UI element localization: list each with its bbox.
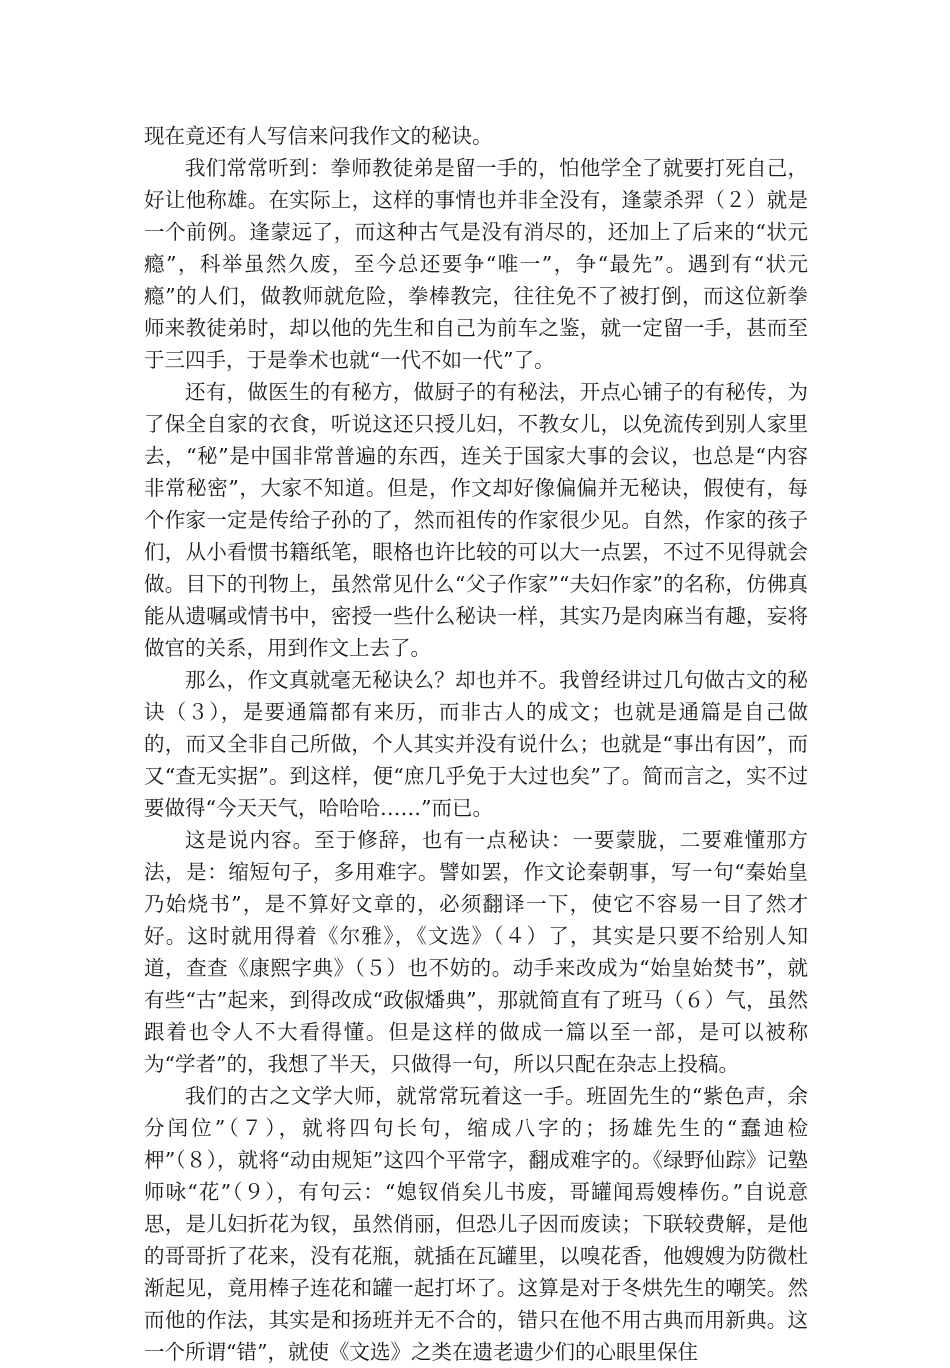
document-body: [144, 120, 808, 1368]
paragraph-continuation: 现在竟还有人写信来问我作文的秘诀。: [144, 124, 493, 148]
paragraph: 我们常常听到：拳师教徒弟是留一手的，怕他学全了就要打死自己，好让他称雄。在实际上，这样的事情也并非全没有，逢蒙杀羿（２）就是一个前例。逢蒙远了，而这种古气是没有消尽的，还加上了后来的“状元瘾”，科举虽然久废，至今总还要争“唯一”，争“最先”。遇到有“状元瘾”的人们，做教师就危险，拳棒教完，往往免不了被打倒，而这位新拳师来教徒弟时，却以他的先生和自己为前车之鉴，就一定留一手，甚而至于三四手，于是拳术也就“一代不如一代”了。: [144, 156, 808, 372]
paragraph: 我们的古之文学大师，就常常玩着这一手。班固先生的“紫色声，余分闰位”（７），就将四句长句，缩成八字的；扬雄先生的“蠢迪检柙”（８），就将“动由规矩”这四个平常字，翻成难字的。《绿野仙踪》记塾师咏“花”（９），有句云：“媳钗俏矣儿书废，哥罐闻焉嫂棒伤。”自说意思，是儿妇折花为钗，虽然俏丽，但恐儿子因而废读；下联较费解，是他的哥哥折了花来，没有花瓶，就插在瓦罐里，以嗅花香，他嫂嫂为防微杜渐起见，竟用棒子连花和罐一起打坏了。这算是对于冬烘先生的嘲笑。然而他的作法，其实是和扬班并无不合的，错只在他不用古典而用新典。这一个所谓“错”，就使《文选》之类在遗老遗少们的心眼里保住: [144, 1084, 808, 1364]
paragraph: 那么，作文真就毫无秘诀么？却也并不。我曾经讲过几句做古文的秘诀（３），是要通篇都有来历，而非古人的成文；也就是通篇是自己做的，而又全非自己所做，个人其实并没有说什么；也就是“事出有因”，而又“查无实据”。到这样，便“庶几乎免于大过也矣”了。简而言之，实不过要做得“今天天气，哈哈哈……”而已。: [144, 668, 808, 820]
paragraph: 这是说内容。至于修辞，也有一点秘诀：一要蒙胧，二要难懂那方法，是：缩短句子，多用难字。譬如罢，作文论秦朝事，写一句“秦始皇乃始烧书”，是不算好文章的，必须翻译一下，使它不容易一目了然才好。这时就用得着《尔雅》，《文选》（４）了，其实是只要不给别人知道，查查《康熙字典》（５）也不妨的。动手来改成为“始皇始焚书”，就有些“古”起来，到得改成“政俶燔典”，那就简直有了班马（６）气，虽然跟着也令人不大看得懂。但是这样的做成一篇以至一部，是可以被称为“学者”的，我想了半天，只做得一句，所以只配在杂志上投稿。: [144, 828, 808, 1076]
paragraph: 还有，做医生的有秘方，做厨子的有秘法，开点心铺子的有秘传，为了保全自家的衣食，听说这还只授儿妇，不教女儿，以免流传到别人家里去，“秘”是中国非常普遍的东西，连关于国家大事的会议，也总是“内容非常秘密”，大家不知道。但是，作文却好像偏偏并无秘诀，假使有，每个作家一定是传给子孙的了，然而祖传的作家很少见。自然，作家的孩子们，从小看惯书籍纸笔，眼格也许比较的可以大一点罢，不过不见得就会做。目下的刊物上，虽然常见什么“父子作家”“夫妇作家”的名称，仿佛真能从遗嘱或情书中，密授一些什么秘诀一样，其实乃是肉麻当有趣，妄将做官的关系，用到作文上去了。: [144, 380, 808, 660]
